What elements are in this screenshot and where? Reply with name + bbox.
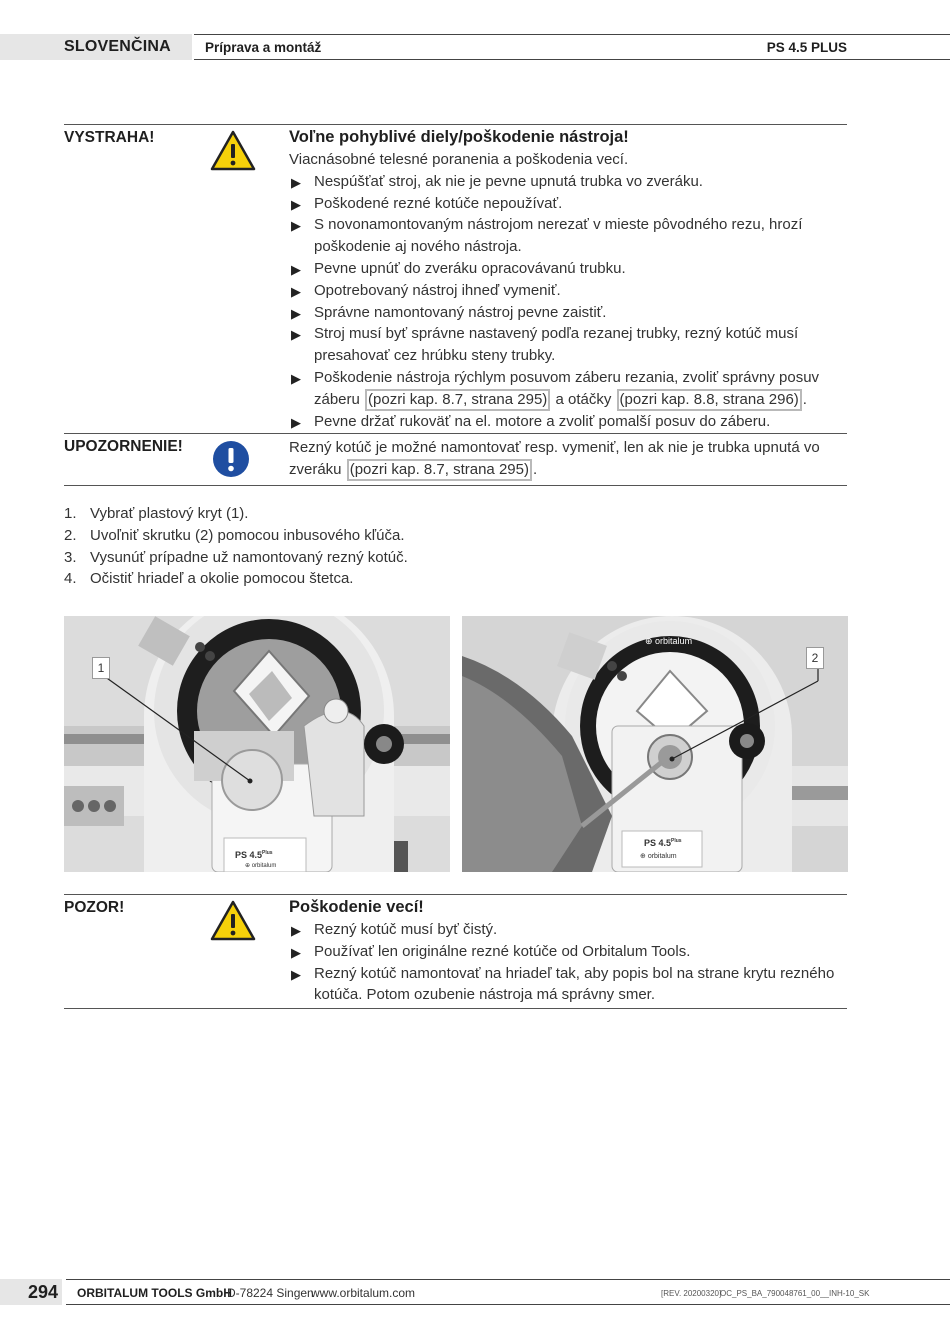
triangle-bullet-icon: ▶: [291, 327, 301, 343]
list-item: ▶ Pevne držať rukoväť na el. motore a zvoliť pomalší posuv do záberu.: [289, 411, 849, 433]
notice-signal-word: UPOZORNENIE!: [64, 438, 183, 455]
triangle-bullet-icon: ▶: [291, 370, 301, 386]
triangle-bullet-icon: ▶: [291, 261, 301, 277]
list-item: ▶ Správne namontovaný nástroj pevne zaistiť.: [289, 302, 849, 324]
warning-triangle-icon: [210, 899, 256, 941]
warning-triangle-icon: [210, 129, 256, 171]
warning-list: [289, 171, 849, 433]
callout-2: 2: [806, 647, 824, 669]
machine-photo-left: [64, 616, 450, 872]
list-item: 1. Vybrať plastový kryt (1).: [64, 505, 249, 522]
info-exclamation-icon: [212, 440, 250, 478]
warning-rule-top: [64, 124, 847, 125]
machine-photo-right: [462, 616, 848, 872]
triangle-bullet-icon: ▶: [291, 305, 301, 321]
footer-company: ORBITALUM TOOLS GmbH: [77, 1286, 232, 1300]
list-item: ▶ Rezný kotúč musí byť čistý.: [289, 919, 849, 941]
notice-body: Rezný kotúč je možné namontovať resp. vymeniť, len ak nie je trubka upnutá vo zveráku (pozri kap. 8.7, strana 295) .: [289, 437, 849, 481]
footer-rule-bottom: [66, 1304, 950, 1305]
steps-list: [64, 503, 664, 590]
triangle-bullet-icon: ▶: [291, 218, 301, 234]
warning-intro: Viacnásobné telesné poranenia a poškodenia vecí.: [289, 151, 629, 168]
list-item: ▶ Nespúšťať stroj, ak nie je pevne upnutá trubka vo zveráku.: [289, 171, 849, 193]
header-section-title: Príprava a montáž: [205, 40, 322, 55]
footer-document-id: OC_PS_BA_790048761_00__INH-10_SK: [720, 1289, 870, 1298]
caution-list: [289, 919, 849, 1006]
callout-1: 1: [92, 657, 110, 679]
brand-label-right: ⊕ orbitalum: [640, 853, 677, 860]
triangle-bullet-icon: ▶: [291, 174, 301, 190]
footer-page-number: 294: [28, 1282, 59, 1302]
list-item: ▶ Poškodenie nástroja rýchlym posuvom záberu rezania, zvoliť správny posuv záberu (pozri kap. 8.7, strana 295) a otáčky (pozri kap. 8.8, strana 296) .: [289, 367, 849, 411]
caution-title: Poškodenie vecí!: [289, 898, 424, 916]
warning-title: Voľne pohyblivé diely/poškodenie nástroja!: [289, 128, 629, 146]
list-item: ▶ Rezný kotúč namontovať na hriadeľ tak, aby popis bol na strane krytu rezného kotúča. Potom ozubenie nástroja má správny smer.: [291, 964, 835, 1004]
footer-revision: [REV. 20200320]: [661, 1289, 722, 1298]
triangle-bullet-icon: ▶: [291, 414, 301, 430]
list-item: ▶ Používať len originálne rezné kotúče od Orbitalum Tools.: [289, 941, 849, 963]
triangle-bullet-icon: ▶: [291, 944, 301, 960]
triangle-bullet-icon: ▶: [291, 923, 301, 938]
brand-label-left: ⊕ orbitalum: [245, 863, 277, 869]
list-item: ▶ S novonamontovaným nástrojom nerezať v mieste pôvodného rezu, hrozí poškodenie aj nového nástroja.: [291, 216, 803, 256]
list-item: 2. Uvoľniť skrutku (2) pomocou inbusového kľúča.: [64, 526, 405, 544]
warning-body: [289, 149, 849, 433]
list-item: ▶ Pevne upnúť do zveráku opracovávanú trubku.: [289, 258, 849, 280]
brand-label-top-right: ⊕ orbitalum: [645, 636, 693, 646]
caution-rule-bottom: [64, 1008, 847, 1009]
footer-rule-top: [66, 1279, 950, 1280]
header-rule-top: [194, 34, 950, 35]
header-rule-bottom: [194, 59, 950, 60]
list-item: 4. Očistiť hriadeľ a okolie pomocou štetca.: [64, 570, 354, 588]
warning-signal-word: VYSTRAHA!: [64, 129, 155, 146]
cross-reference-link[interactable]: (pozri kap. 8.8, strana 296): [617, 389, 802, 411]
caution-body: [289, 919, 849, 1006]
notice-rule-bottom: [64, 485, 847, 486]
footer-website-link[interactable]: www.orbitalum.com: [311, 1286, 416, 1300]
footer-address: D-78224 Singen: [227, 1286, 314, 1300]
header-language: SLOVENČINA: [64, 38, 171, 55]
triangle-bullet-icon: ▶: [291, 966, 301, 982]
list-item: ▶ Poškodené rezné kotúče nepoužívať.: [289, 193, 849, 215]
list-item: ▶ Stroj musí byť správne nastavený podľa rezanej trubky, rezný kotúč musí presahovať cez hrúbku steny trubky.: [291, 325, 799, 365]
notice-rule-top: [64, 433, 847, 434]
caution-signal-word: POZOR!: [64, 899, 125, 916]
list-item: ▶ Opotrebovaný nástroj ihneď vymeniť.: [289, 280, 849, 302]
model-label-left: PS $4.5^{Plus}$: [235, 850, 273, 860]
model-label-right: PS $4.5^{Plus}$: [644, 838, 682, 848]
list-item: 3. Vysunúť prípadne už namontovaný rezný kotúč.: [64, 548, 408, 566]
caution-rule-top: [64, 894, 847, 895]
triangle-bullet-icon: ▶: [291, 283, 301, 299]
triangle-bullet-icon: ▶: [291, 196, 301, 212]
cross-reference-link[interactable]: (pozri kap. 8.7, strana 295): [347, 459, 532, 481]
cross-reference-link[interactable]: (pozri kap. 8.7, strana 295): [365, 389, 550, 411]
header-product-name: PS 4.5 PLUS: [766, 40, 847, 55]
